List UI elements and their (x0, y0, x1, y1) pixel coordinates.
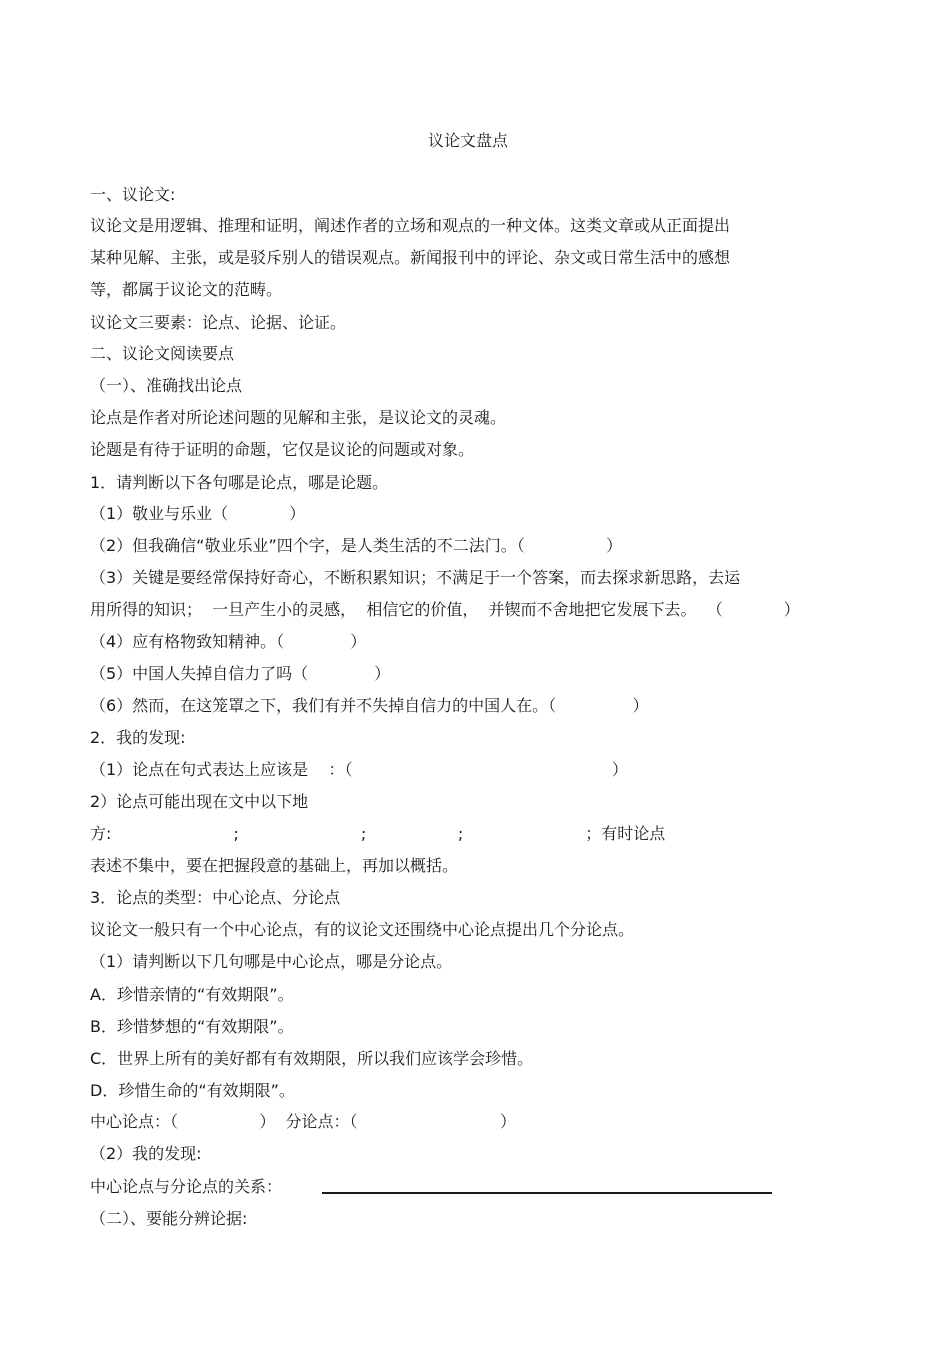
question-line: 2．我的发现: (90, 728, 186, 747)
paragraph-line: 论点是作者对所论述问题的见解和主张，是议论文的灵魂。 (90, 408, 507, 427)
option-b: B．珍惜梦想的“有效期限”。 (90, 1017, 294, 1036)
question-item: （1）论点在句式表达上应该是 ：（ ） (90, 760, 628, 779)
question-item: （1）请判断以下几句哪是中心论点，哪是分论点。 (90, 952, 453, 971)
question-item: 2）论点可能出现在文中以下地 (90, 792, 309, 811)
paragraph-line: 议论文一般只有一个中心论点，有的议论文还围绕中心论点提出几个分论点。 (90, 920, 635, 939)
answer-line: 中心论点：（ ） 分论点：（ ） (90, 1112, 516, 1131)
answer-underline (322, 1192, 772, 1194)
question-line: 1．请判断以下各句哪是论点，哪是论题。 (90, 473, 389, 492)
question-item: 方: ; ; ; ；有时论点 (90, 824, 666, 843)
question-item: （6）然而，在这笼罩之下，我们有并不失掉自信力的中国人在。（ ） (90, 696, 649, 715)
page-title: 议论文盘点 (428, 131, 509, 150)
option-d: D．珍惜生命的“有效期限”。 (90, 1081, 295, 1100)
option-a: A．珍惜亲情的“有效期限”。 (90, 985, 294, 1004)
question-line: 3．论点的类型：中心论点、分论点 (90, 888, 341, 907)
paragraph-line: 议论文三要素：论点、论据、论证。 (90, 313, 347, 332)
subsection-heading: （一）、准确找出论点 (90, 376, 243, 395)
paragraph-line: 议论文是用逻辑、推理和证明，阐述作者的立场和观点的一种文体。这类文章或从正面提出 (90, 216, 731, 235)
paragraph-line: 表述不集中，要在把握段意的基础上，再加以概括。 (90, 856, 459, 875)
question-item: 用所得的知识； 一旦产生小的灵感， 相信它的价值， 并锲而不舍地把它发展下去。 （ ） (90, 600, 800, 619)
paragraph-line: 某种见解、主张，或是驳斥别人的错误观点。新闻报刊中的评论、杂文或日常生活中的感想 (90, 248, 731, 267)
question-item: （5）中国人失掉自信力了吗（ ） (90, 664, 391, 683)
question-item: （1）敬业与乐业（ ） (90, 504, 306, 523)
section-heading: 一、议论文: (90, 185, 176, 204)
question-item: （2）但我确信“敬业乐业”四个字，是人类生活的不二法门。（ ） (90, 536, 623, 555)
question-item: （3）关键是要经常保持好奇心，不断积累知识；不满足于一个答案，而去探求新思路，去运 (90, 568, 741, 587)
subsection-heading: （二）、要能分辨论据: (90, 1209, 248, 1228)
question-item: （2）我的发现: (90, 1144, 202, 1163)
relation-prompt: 中心论点与分论点的关系： (90, 1177, 283, 1196)
option-c: C．世界上所有的美好都有有效期限，所以我们应该学会珍惜。 (90, 1049, 534, 1068)
paragraph-line: 论题是有待于证明的命题，它仅是议论的问题或对象。 (90, 440, 475, 459)
paragraph-line: 等，都属于议论文的范畴。 (90, 280, 283, 299)
section-heading: 二、议论文阅读要点 (90, 344, 235, 363)
question-item: （4）应有格物致知精神。（ ） (90, 632, 367, 651)
